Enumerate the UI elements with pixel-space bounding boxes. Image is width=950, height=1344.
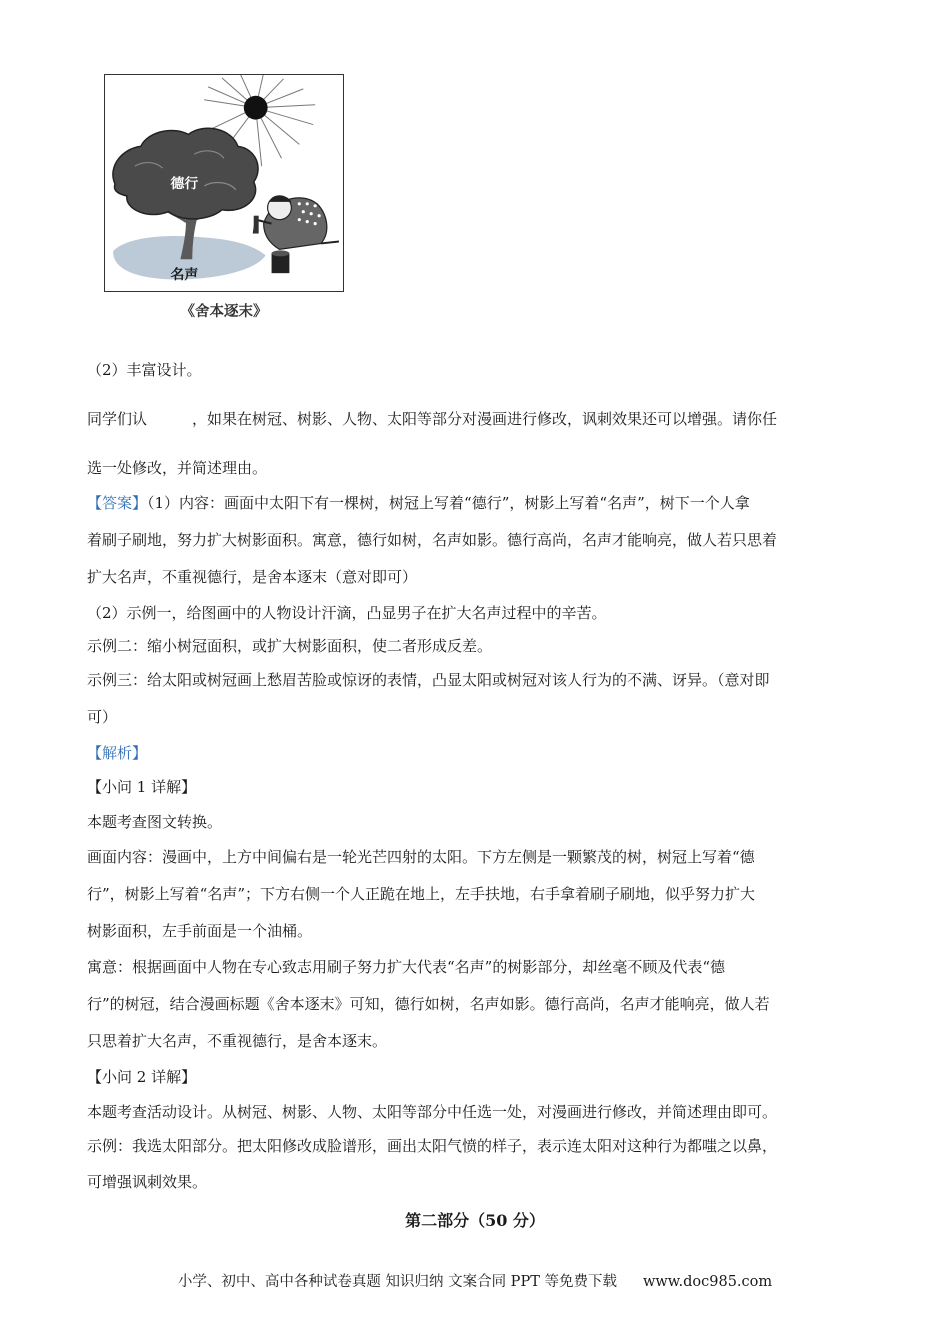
question-text: 同学们认 ，如果在树冠、树影、人物、太阳等部分对漫画进行修改，讽刺效果还可以增强。请你任 — [87, 410, 778, 428]
analysis-line: 只思着扩大名声，不重视德行，是舍本逐末。 — [87, 1032, 388, 1050]
analysis-line: 寓意：根据画面中人物在专心致志用刷子努力扩大代表“名声”的树影部分，却丝毫不顾及代表“德 — [87, 958, 726, 976]
analysis-line: 画面内容：漫画中，上方中间偏右是一轮光芒四射的太阳。下方左侧是一颗繁茂的树，树冠上写着“德 — [87, 848, 755, 866]
answer-line: （2）示例一，给图画中的人物设计汗滴，凸显男子在扩大名声过程中的辛苦。 — [87, 604, 607, 622]
analysis-line: 树影面积，左手前面是一个油桶。 — [87, 922, 313, 940]
tree-crown — [113, 128, 258, 219]
answer-line: 示例二：缩小树冠面积，或扩大树影面积，使二者形成反差。 — [87, 637, 493, 655]
analysis-line: 本题考查图文转换。 — [87, 813, 223, 831]
footer — [0, 1270, 950, 1291]
answer-line: 可） — [87, 708, 118, 726]
sun-icon — [244, 96, 268, 120]
analysis-line: 本题考查活动设计。从树冠、树影、人物、太阳等部分中任选一处，对漫画进行修改，并简述理由即可。 — [87, 1103, 778, 1121]
kneeling-man — [254, 196, 339, 250]
answer-tag: 【答案】 — [87, 494, 148, 512]
analysis-tag: 【解析】 — [87, 744, 148, 762]
sub-question-heading: 【小问 1 详解】 — [87, 778, 197, 796]
paint-bucket-icon — [272, 250, 290, 273]
answer-line: 着刷子刷地，努力扩大树影面积。寓意，德行如树，名声如影。德行高尚，名声才能响亮，做人若只思着 — [87, 531, 778, 549]
answer-line: 示例三：给太阳或树冠画上愁眉苦脸或惊讶的表情，凸显太阳或树冠对该人行为的不满、讶异。（意对即 — [87, 671, 770, 689]
crown-label: 德行 — [170, 175, 199, 192]
cartoon-image — [104, 74, 344, 292]
footer-text: 小学、初中、高中各种试卷真题 知识归纳 文案合同 PPT 等免费下载 — [177, 1274, 617, 1290]
analysis-line: 示例：我选太阳部分。把太阳修改成脸谱形，画出太阳气愤的样子，表示连太阳对这种行为都嗤之以鼻， — [87, 1137, 778, 1155]
cartoon-drawing — [105, 75, 343, 291]
footer-url[interactable]: www.doc985.com — [642, 1274, 773, 1290]
question-part-2: （2）丰富设计。 — [87, 361, 202, 379]
answer-line: 扩大名声，不重视德行，是舍本逐末（意对即可） — [87, 568, 418, 586]
analysis-line: 行”，树影上写着“名声”；下方右侧一个人正跪在地上，左手扶地，右手拿着刷子刷地，似乎努力扩大 — [87, 885, 756, 903]
analysis-line: 行”的树冠，结合漫画标题《舍本逐末》可知，德行如树，名声如影。德行高尚，名声才能响亮，做人若 — [87, 995, 770, 1013]
answer-line: 【答案】（1）内容：画面中太阳下有一棵树，树冠上写着“德行”，树影上写着“名声”，树下一个人拿 — [87, 494, 750, 512]
shadow-label: 名声 — [170, 267, 199, 284]
cartoon-caption: 《舍本逐末》 — [180, 304, 268, 320]
section-title: 第二部分（50 分） — [405, 1211, 545, 1230]
sub-question-heading: 【小问 2 详解】 — [87, 1068, 197, 1086]
analysis-line: 可增强讽刺效果。 — [87, 1173, 208, 1191]
question-text: 选一处修改，并简述理由。 — [87, 459, 268, 477]
